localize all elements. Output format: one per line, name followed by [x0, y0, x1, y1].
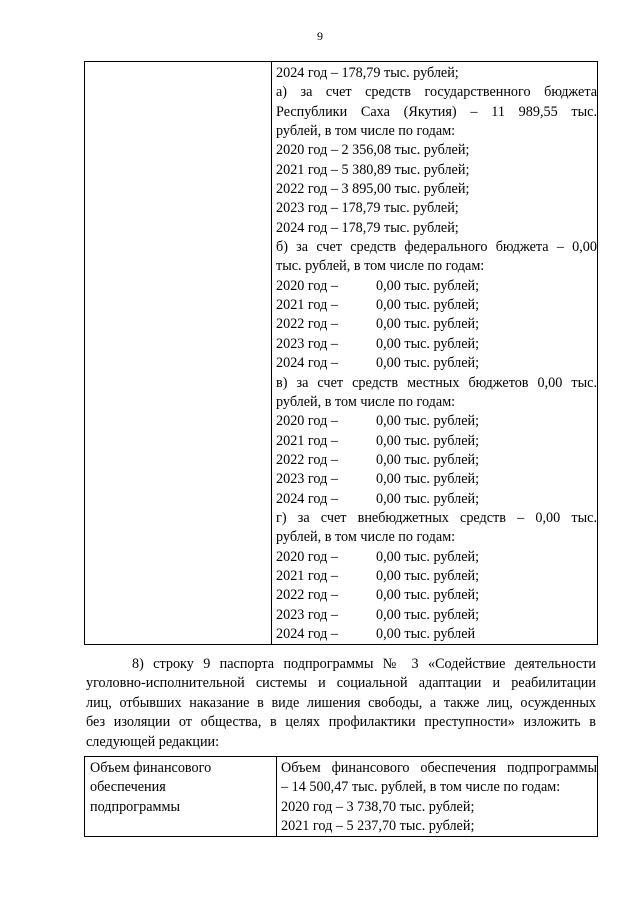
table-line: г) за счет внебюджетных средств – 0,00 тыс. — [276, 509, 597, 526]
table-line: а) за счет средств государственного бюджета — [276, 84, 597, 101]
year-row — [276, 354, 597, 373]
year-row — [276, 470, 597, 489]
year-amount: 0,00 тыс. рублей; — [376, 490, 480, 507]
year-amount: 0,00 тыс. рублей; — [376, 432, 480, 449]
year-row — [276, 567, 597, 586]
table-right-cell — [277, 757, 598, 837]
table-line: 2021 год – 5 380,89 тыс. рублей; — [276, 161, 470, 178]
left-cell-line: Объем финансового — [90, 760, 212, 776]
table-line: Республики Саха (Якутия) – 11 989,55 тыс. — [276, 103, 597, 120]
year-amount: 0,00 тыс. рублей; — [376, 335, 480, 352]
year-label: 2020 год – — [276, 548, 338, 565]
year-label: 2021 год – — [276, 567, 338, 584]
year-label: 2024 год – — [276, 625, 338, 642]
year-row — [276, 412, 597, 431]
year-row — [276, 586, 597, 605]
year-amount: 0,00 тыс. рублей — [376, 625, 476, 642]
year-label: 2024 год – — [276, 355, 338, 372]
year-label: 2021 год – — [276, 297, 338, 314]
year-row — [276, 625, 597, 644]
year-label: 2020 год – — [276, 277, 338, 294]
financing-table-continued — [84, 61, 598, 645]
year-amount: 0,00 тыс. рублей; — [376, 451, 480, 468]
paragraph-line: следующей редакции: — [86, 733, 220, 750]
year-amount: 0,00 тыс. рублей; — [376, 355, 480, 372]
year-row — [276, 490, 597, 509]
year-amount: 0,00 тыс. рублей; — [376, 277, 480, 294]
year-label: 2022 год – — [276, 316, 338, 333]
year-label: 2021 год – — [276, 432, 338, 449]
year-label: 2024 год – — [276, 490, 338, 507]
table-line: рублей, в том числе по годам: — [276, 393, 456, 410]
year-row — [276, 296, 597, 315]
table-line: рублей, в том числе по годам: — [276, 529, 456, 546]
table-left-cell-empty — [85, 62, 272, 645]
year-amount: 0,00 тыс. рублей; — [376, 413, 480, 430]
table-line: 2023 год – 178,79 тыс. рублей; — [276, 200, 459, 217]
year-label: 2023 год – — [276, 335, 338, 352]
amendment-paragraph — [86, 655, 596, 752]
year-amount: 0,00 тыс. рублей; — [376, 587, 480, 604]
table-line: 2022 год – 3 895,00 тыс. рублей; — [276, 181, 470, 198]
year-row — [276, 432, 597, 451]
table-line: Объем финансового обеспечения подпрограммы — [281, 760, 597, 776]
year-amount: 0,00 тыс. рублей; — [376, 297, 480, 314]
paragraph-line: 8) строку 9 паспорта подпрограммы № 3 «Содействие деятельности — [132, 656, 596, 672]
year-amount: 0,00 тыс. рублей; — [376, 471, 480, 488]
paragraph-line: без изоляции от общества, в целях профилактики преступности» изложить в — [86, 714, 596, 731]
table-right-cell — [272, 62, 598, 645]
year-amount: 0,00 тыс. рублей; — [376, 548, 480, 565]
year-label: 2022 год – — [276, 451, 338, 468]
table-line: тыс. рублей, в том числе по годам: — [276, 258, 485, 275]
page-number: 9 — [317, 29, 323, 43]
table-line: 2020 год – 3 738,70 тыс. рублей; — [281, 798, 475, 815]
table-line: 2021 год – 5 237,70 тыс. рублей; — [281, 818, 475, 835]
year-row — [276, 335, 597, 354]
table-line: – 14 500,47 тыс. рублей, в том числе по годам: — [281, 779, 561, 796]
year-row — [276, 315, 597, 334]
year-row — [276, 548, 597, 567]
financing-volume-table — [84, 756, 598, 837]
table-line: 2024 год – 178,79 тыс. рублей; — [276, 65, 459, 81]
table-left-cell — [85, 757, 277, 837]
year-row — [276, 451, 597, 470]
left-cell-line: обеспечения — [90, 779, 166, 796]
year-row — [276, 277, 597, 296]
paragraph-line: лиц, отбывших наказание в виде лишения свободы, а также лиц, осужденных — [86, 694, 596, 711]
year-label: 2023 год – — [276, 471, 338, 488]
year-label: 2022 год – — [276, 587, 338, 604]
year-amount: 0,00 тыс. рублей; — [376, 316, 480, 333]
table-line: б) за счет средств федерального бюджета – 0,00 — [276, 239, 597, 256]
table-line: 2020 год – 2 356,08 тыс. рублей; — [276, 142, 470, 159]
table-line: в) за счет средств местных бюджетов 0,00 тыс. — [276, 374, 597, 391]
year-amount: 0,00 тыс. рублей; — [376, 567, 480, 584]
year-row — [276, 606, 597, 625]
left-cell-line: подпрограммы — [90, 798, 180, 815]
year-amount: 0,00 тыс. рублей; — [376, 606, 480, 623]
table-line: рублей, в том числе по годам: — [276, 123, 456, 140]
table-line: 2024 год – 178,79 тыс. рублей; — [276, 219, 459, 236]
year-label: 2020 год – — [276, 413, 338, 430]
year-label: 2023 год – — [276, 606, 338, 623]
paragraph-line: уголовно-исполнительной системы и социальной адаптации и реабилитации — [86, 675, 596, 692]
